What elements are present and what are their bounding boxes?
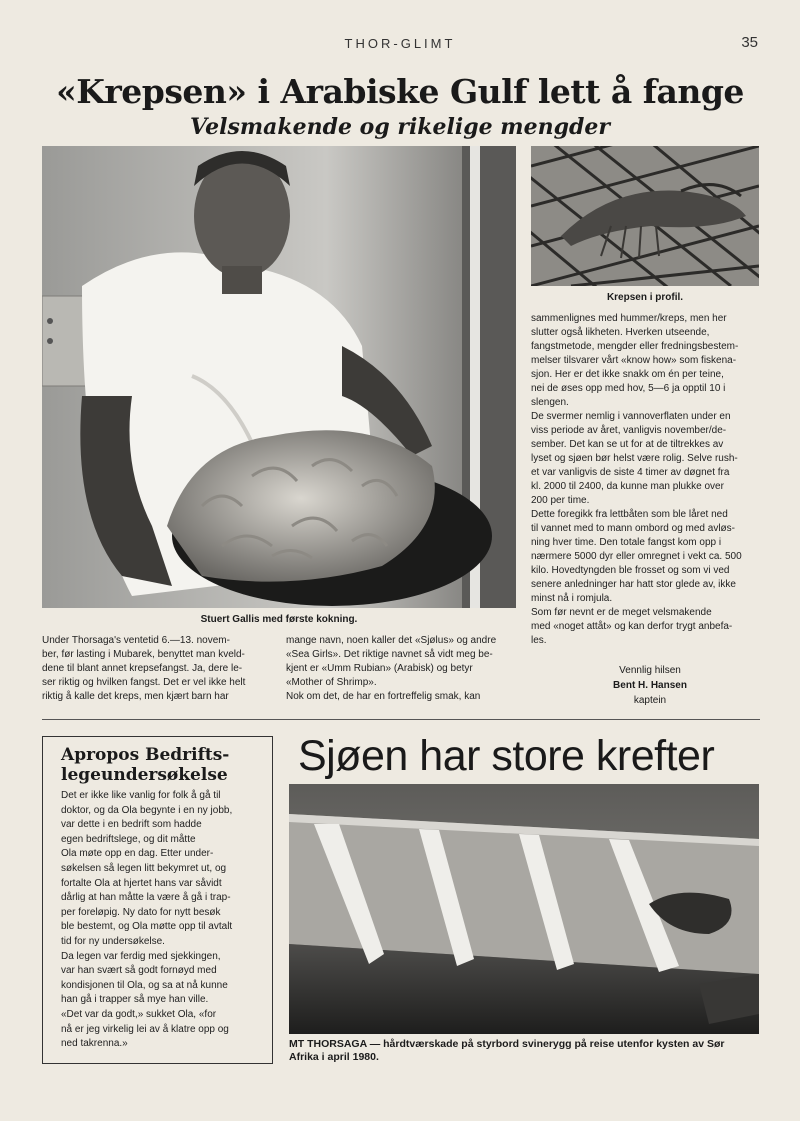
photo-main-caption: Stuert Gallis med første kokning. [200, 614, 358, 625]
sidebar-title-line-1: Apropos Bedrifts- [61, 745, 230, 765]
sidebar-text: Det er ikke like vanlig for folk å gå til doktor, og da Ola begynte i en ny jobb, var dette i en bedrift som hadde egen bedriftslege, og dit måtte Ola møte opp en dag. Etter under- søkelsen så legen litt bekymret ut, og fortalte Ola at hjertet hans var såvidt dårlig at han måtte la være å gå i trap- per foreløpig. Ny dato for nytt besøk ble bestemt, og Ola møtte opp til avtalt tid for ny undersøkelse. Da legen var ferdig med sjekkingen, var han svært så godt fornøyd med kondisjonen til Ola, og sa at nå kunne han gå i trapper så mye han ville. «Det var da godt,» sukket Ola, «for nå er jeg virkelig lei av å klatre opp og ned takrenna.» [61, 790, 233, 1050]
article-headline: «Krepsen» i Arabiske Gulf lett å fange [56, 72, 744, 111]
photo-ship-caption-line-2: Afrika i april 1980. [289, 1051, 379, 1063]
photo-shrimp-profile [531, 146, 759, 286]
photo-side-caption: Krepsen i profil. [606, 292, 684, 303]
article-column-3: sammenlignes med hummer/kreps, men her slutter også likheten. Hverken utseende, fangstmetode, mengder eller fredningsbestem- melser tilsvarer vårt «know how» som fiskena- sjon. Her er det ikke snakk om én per teine, nei de øses opp med hov, 5—6 ja opptil 10 i slengen. De svermer nemlig i vannoverflaten under en viss periode av året, vanligvis november/de- sember. Det kan se ut for at de tiltrekkes av lyset og sjøen bør helst være rolig. Selve rush- et var vanligvis de siste 4 timer av døgnet fra kl. 2000 til 2400, da kunne man plukke over 200 per time. Dette foregikk fra lettbåten som ble låret ned til vannet med to mann ombord og med avløs- ning hver time. Den totale fangst kom opp i nærmere 5000 dyr eller omregnet i vekt ca. 500 kilo. Hovedtyngden ble frosset og som vi ved senere anledninger har hatt stor glede av, ikke minst nå i romjula. Som før nevnt er de meget velsmakende med «noget attåt» og kan derfor trygt anbefa- les. [531, 313, 742, 646]
photo-ship-caption [289, 1038, 764, 1064]
photo-ship-damage [289, 784, 759, 1034]
sidebar-title [61, 745, 266, 785]
page-number: 35 [741, 34, 758, 51]
section-divider [42, 719, 760, 720]
sidebar-box [42, 736, 273, 1064]
article-column-1: Under Thorsaga's ventetid 6.—13. novem- ber, før lasting i Mubarek, benyttet man kveld- dene til blant annet krepsefangst. Ja, dere le- ser riktig og hvilken fangst. Det er vel ikke helt riktig å kalle det kreps, men kjært barn har [42, 635, 246, 702]
article2-headline: Sjøen har store krefter [298, 732, 715, 780]
article-subheadline: Velsmakende og rikelige mengder [190, 114, 610, 140]
photo-cook-with-shrimp [42, 146, 516, 608]
photo-cook-graphic [42, 146, 516, 608]
signoff-greeting: Vennlig hilsen [619, 665, 681, 676]
photo-ship-graphic [289, 784, 759, 1034]
article-column-2: mange navn, noen kaller det «Sjølus» og andre «Sea Girls». Det riktige navnet så vidt meg be- kjent er «Umm Rubian» (Arabisk) og betyr «Mother of Shrimp». Nok om det, de har en fortreffelig smak, kan [286, 635, 497, 702]
signoff-title: kaptein [633, 695, 667, 706]
signoff-name: Bent H. Hansen [613, 680, 687, 691]
sidebar-title-line-2: legeundersøkelse [61, 765, 228, 785]
signoff [560, 663, 740, 708]
photo-ship-caption-line-1: MT THORSAGA — hårdtværskade på styrbord svinerygg på reise utenfor kysten av Sør [289, 1038, 725, 1050]
running-head: THOR-GLIMT [344, 36, 456, 51]
photo-shrimp-graphic [531, 146, 759, 286]
